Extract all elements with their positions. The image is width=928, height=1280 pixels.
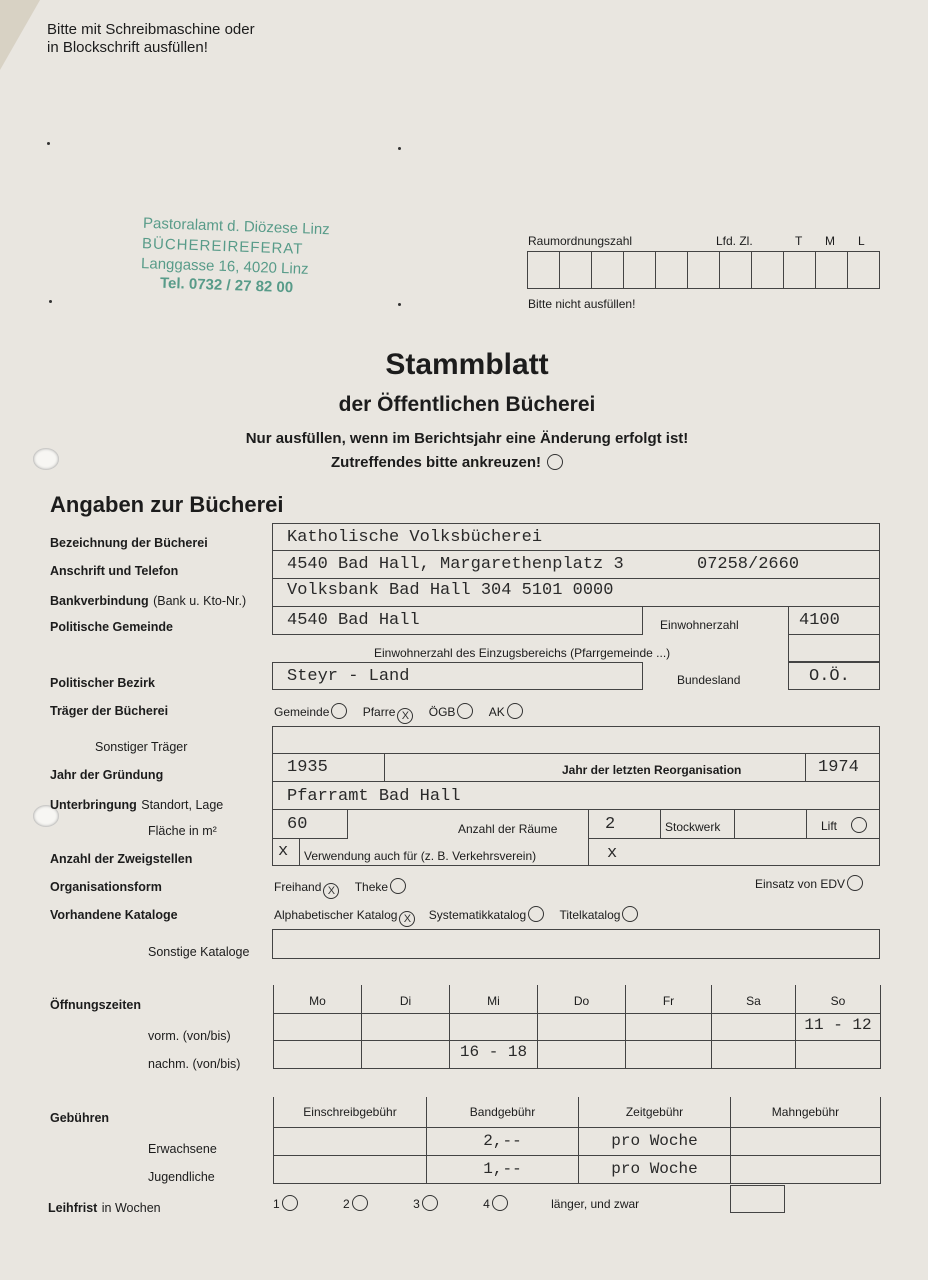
fees-header-cell [578,1097,731,1128]
bundesland-field[interactable] [788,662,880,690]
hours-cell-vorm[interactable] [795,1013,881,1041]
orga-freihand-checkbox[interactable]: X [323,883,339,899]
registration-dot [49,300,52,303]
loan-label-sub: in Wochen [101,1201,161,1215]
fees-header-cell [730,1097,881,1128]
fees-header-label: Einschreibgebühr [303,1105,397,1119]
einwohner-value: 4100 [799,611,840,630]
stamp-line1: Pastoralamt d. Diözese Linz [142,214,331,239]
loan-opt3-checkbox[interactable] [422,1195,438,1211]
hours-cell-nachm[interactable] [537,1040,626,1069]
bank-label-group [50,592,246,610]
page-title: Stammblatt [385,348,549,381]
raeume-field[interactable] [588,810,661,839]
raeume-value: 2 [605,815,616,834]
do-not-fill-note: Bitte nicht ausfüllen! [528,297,636,311]
edv-group [755,875,863,891]
kataloge-options [274,906,638,927]
traeger-gemeinde-checkbox[interactable] [331,703,347,719]
einzug-field[interactable] [788,635,880,662]
zweig-value: x [278,842,289,861]
loan-opt2-label: 2 [343,1197,350,1211]
hours-time-value: 16 - 18 [459,1043,528,1061]
reorg-value: 1974 [818,758,859,777]
l-label: L [858,234,865,248]
hours-day-header [449,985,538,1014]
hours-cell-vorm[interactable] [711,1013,796,1041]
unterbringung-label-group [50,796,223,814]
traeger-ak-label: AK [488,705,505,719]
m-label: M [825,234,835,248]
fees-cell-adult[interactable] [426,1127,579,1156]
unterbringung-sub: Standort, Lage [141,798,224,812]
hours-day-header [273,985,362,1014]
zweig-field[interactable] [272,838,300,866]
bundesland-label: Bundesland [677,673,741,687]
fees-value: 1,-- [483,1160,522,1178]
gemeinde-field[interactable] [272,606,643,635]
hours-cell-nachm[interactable] [795,1040,881,1069]
bezeichnung-value: Katholische Volksbücherei [287,528,543,547]
hours-label: Öffnungszeiten [50,998,141,1012]
fees-header-label: Mahngebühr [771,1105,840,1119]
bezirk-label: Politischer Bezirk [50,676,155,690]
traeger-oegb-checkbox[interactable] [457,703,473,719]
zweig-label: Anzahl der Zweigstellen [50,852,193,866]
orga-freihand-label: Freihand [274,880,322,894]
code-cell[interactable] [751,251,784,289]
raeume-label: Anzahl der Räume [458,822,558,836]
hours-day-header [537,985,626,1014]
fees-cell-youth[interactable] [273,1155,427,1184]
bank-label-sub: (Bank u. Kto-Nr.) [153,594,247,608]
code-cell[interactable] [847,251,880,289]
einzug-label: Einwohnerzahl des Einzugsbereichs (Pfarrgemeinde ...) [374,646,671,660]
gruendung-field[interactable] [272,754,385,782]
telefon-value: 07258/2660 [697,555,800,574]
hours-cell-vorm[interactable] [273,1013,362,1041]
traeger-pfarre-label: Pfarre [362,705,396,719]
einwohner-field[interactable] [788,606,880,635]
page-subtitle: der Öffentlichen Bücherei [338,393,596,416]
loan-opt2-checkbox[interactable] [352,1195,368,1211]
fees-header-label: Zeitgebühr [625,1105,684,1119]
hours-cell-nachm[interactable] [361,1040,450,1069]
verwendung-value: x [607,844,618,863]
fees-cell-youth[interactable] [578,1155,731,1184]
hours-day-header [711,985,796,1014]
orga-theke-checkbox[interactable] [390,878,406,894]
loan-longer-field[interactable] [730,1185,785,1213]
traeger-ak-checkbox[interactable] [507,703,523,719]
reorg-label: Jahr der letzten Reorganisation [562,763,742,777]
code-cell[interactable] [719,251,752,289]
reorg-label-cell [384,754,806,782]
kat-titel-label: Titelkatalog [559,908,621,922]
kat-syst-label: Systematikkatalog [428,908,527,922]
unterbringung-value: Pfarramt Bad Hall [287,787,461,806]
hours-vorm-label: vorm. (von/bis) [148,1029,231,1043]
loan-label: Leihfrist [48,1201,98,1215]
stamp-line2: BÜCHEREIREFERAT [141,235,304,258]
header-note-line2: in Blockschrift ausfüllen! [47,39,208,56]
hours-day-label: Sa [746,994,761,1008]
section-title: Angaben zur Bücherei [50,492,284,517]
gemeinde-value: 4540 Bad Hall [287,611,420,630]
stockwerk-label: Stockwerk [665,820,721,834]
traeger-options [274,703,523,724]
anschrift-field[interactable] [272,551,880,579]
lift-field [806,810,880,839]
fees-cell-adult[interactable] [273,1127,427,1156]
code-cell[interactable] [655,251,688,289]
fees-cell-youth[interactable] [730,1155,881,1184]
kataloge-label: Vorhandene Kataloge [50,908,178,922]
gemeinde-label: Politische Gemeinde [50,620,173,634]
hours-day-header [625,985,712,1014]
verwendung-label: Verwendung auch für (z. B. Verkehrsverein) [304,849,537,863]
hours-cell-vorm[interactable] [537,1013,626,1041]
fees-youth-label: Jugendliche [148,1170,215,1184]
fees-label: Gebühren [50,1111,110,1125]
bundesland-value: O.Ö. [809,667,850,686]
gruendung-label: Jahr der Gründung [50,768,164,782]
hours-day-label: Di [399,994,412,1008]
code-cell[interactable] [559,251,592,289]
fees-header-cell [273,1097,427,1128]
fees-cell-adult[interactable] [578,1127,731,1156]
lfd-zl-label: Lfd. Zl. [716,234,753,248]
fees-value: pro Woche [611,1160,698,1178]
hours-day-label: Fr [662,994,675,1008]
bezeichnung-field[interactable] [272,523,880,551]
edv-label: Einsatz von EDV [755,877,846,891]
bezeichnung-label: Bezeichnung der Bücherei [50,536,208,550]
example-checkbox [547,454,563,470]
instruction-tick-text: Zutreffendes bitte ankreuzen! [331,454,542,471]
gruendung-value: 1935 [287,758,328,777]
loan-label-group [48,1199,161,1217]
hours-cell-nachm[interactable] [273,1040,362,1069]
instruction-tick [331,454,563,471]
unterbringung-label: Unterbringung [50,798,137,812]
bezirk-value: Steyr - Land [287,667,410,686]
stamp-line3: Langgasse 16, 4020 Linz [140,255,309,278]
hours-day-header [361,985,450,1014]
traeger-oegb-label: ÖGB [428,705,456,719]
hours-cell-nachm[interactable] [711,1040,796,1069]
fees-cell-adult[interactable] [730,1127,881,1156]
hours-day-label: So [830,994,846,1008]
code-cell[interactable] [591,251,624,289]
orga-label: Organisationsform [50,880,162,894]
kat-syst-checkbox[interactable] [528,906,544,922]
loan-opt4-checkbox[interactable] [492,1195,508,1211]
punch-hole [33,448,59,470]
fees-value: pro Woche [611,1132,698,1150]
kat-alpha-label: Alphabetischer Katalog [274,908,398,922]
kat-alpha-checkbox[interactable]: X [399,911,415,927]
orga-options [274,878,406,899]
hours-time-value: 11 - 12 [804,1016,872,1034]
fees-adult-label: Erwachsene [148,1142,217,1156]
kat-titel-checkbox[interactable] [622,906,638,922]
header-note-line1: Bitte mit Schreibmaschine oder [47,21,255,38]
hours-nachm-label: nachm. (von/bis) [148,1057,241,1071]
loan-longer-label: länger, und zwar [551,1197,640,1211]
hours-day-header [795,985,881,1014]
hours-cell-vorm[interactable] [449,1013,538,1041]
flaeche-value: 60 [287,815,308,834]
traeger-pfarre-checkbox[interactable]: X [397,708,413,724]
fees-header-label: Bandgebühr [469,1105,536,1119]
flaeche-label: Fläche in m² [148,824,217,838]
anschrift-value: 4540 Bad Hall, Margarethenplatz 3 [287,555,624,574]
fees-header-cell [426,1097,579,1128]
sonst-kat-field[interactable] [272,929,880,959]
code-cell[interactable] [527,251,560,289]
verwendung-field[interactable] [588,838,880,866]
bank-label: Bankverbindung [50,594,149,608]
loan-opt1-label: 1 [273,1197,280,1211]
stockwerk-divider [734,810,735,838]
code-cell[interactable] [687,251,720,289]
hours-day-label: Mo [309,994,326,1008]
loan-opt1-checkbox[interactable] [282,1195,298,1211]
fees-cell-youth[interactable] [426,1155,579,1184]
reorg-field[interactable] [805,754,880,782]
hours-day-label: Do [573,994,590,1008]
fees-value: 2,-- [483,1132,522,1150]
code-cell[interactable] [783,251,816,289]
stockwerk-field[interactable] [660,810,807,839]
raumordnungszahl-label: Raumordnungszahl [528,234,633,248]
registration-dot [47,142,50,145]
bank-field[interactable] [272,579,880,607]
loan-opt4-label: 4 [483,1197,490,1211]
bank-value: Volksbank Bad Hall 304 5101 0000 [287,581,614,600]
stamp-line4: Tel. 0732 / 27 82 00 [159,274,294,297]
traeger-label: Träger der Bücherei [50,704,169,718]
t-label: T [795,234,803,248]
code-cell[interactable] [623,251,656,289]
hours-cell-vorm[interactable] [361,1013,450,1041]
verwendung-label-cell [299,838,589,866]
loan-options [273,1195,639,1211]
unterbringung-field[interactable] [272,782,880,810]
sonst-kat-label: Sonstige Kataloge [148,945,250,959]
orga-theke-label: Theke [354,880,389,894]
hours-cell-nachm[interactable] [625,1040,712,1069]
hours-day-label: Mi [487,994,500,1008]
registration-dot [398,147,401,150]
sonstiger-traeger-label: Sonstiger Träger [95,740,188,754]
lift-checkbox[interactable] [851,817,867,833]
loan-opt3-label: 3 [413,1197,420,1211]
sonstiger-traeger-field[interactable] [272,726,880,754]
edv-checkbox[interactable] [847,875,863,891]
instruction-change: Nur ausfüllen, wenn im Berichtsjahr eine Änderung erfolgt ist! [245,430,689,447]
anschrift-label: Anschrift und Telefon [50,564,179,578]
hours-cell-nachm[interactable] [449,1040,538,1069]
lift-label: Lift [821,819,838,833]
hours-cell-vorm[interactable] [625,1013,712,1041]
code-cell[interactable] [815,251,848,289]
traeger-gemeinde-label: Gemeinde [274,705,330,719]
einwohner-label: Einwohnerzahl [660,618,739,632]
flaeche-field[interactable] [272,810,348,839]
registration-dot [398,303,401,306]
bezirk-field[interactable] [272,662,643,690]
folded-corner [0,0,40,70]
